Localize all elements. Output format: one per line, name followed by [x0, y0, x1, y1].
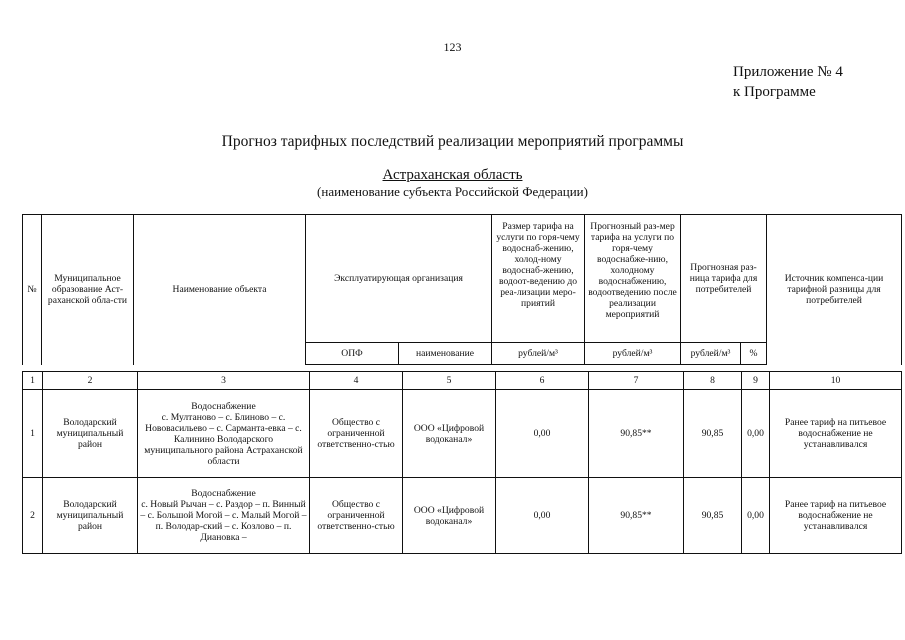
row-object	[138, 390, 310, 478]
column-number: 8	[684, 372, 742, 390]
row-tariff-before: 0,00	[496, 478, 589, 554]
region-name	[0, 167, 905, 184]
column-number: 5	[403, 372, 496, 390]
row-object	[138, 478, 310, 554]
row-municipality: Володарский муниципальный район	[43, 390, 138, 478]
page-number: 123	[443, 40, 462, 54]
column-number: 9	[742, 372, 770, 390]
row-source: Ранее тариф на питьевое водоснабжение не устанавливался	[770, 390, 902, 478]
header-operator-opf: ОПФ	[306, 343, 399, 365]
row-opf: Общество с ограниченной ответственно-стью	[310, 478, 403, 554]
column-number: 1	[23, 372, 43, 390]
row-num: 2	[23, 478, 43, 554]
column-number-row	[23, 372, 902, 390]
object-description: с. Мултаново – с. Блиново – с. Нововасильево – с. Сарманта-евка – с. Калинино Володарского муниципального района Астраханской области	[144, 411, 303, 467]
row-num: 1	[23, 390, 43, 478]
header-forecast-consumer: Прогнозная раз-ница тарифа для потребителей	[681, 215, 767, 343]
header-tariff-size: Размер тарифа на услуги по горя-чему водоснаб-жению, холод-ному водоснаб-жению, водоот-ведению до реа-лизации меро-приятий	[492, 215, 585, 343]
row-tariff-after: 90,85**	[589, 478, 684, 554]
header-source: Источник компенса-ции тарифной разницы для потребителей	[767, 215, 902, 365]
header-consumer-rub: рублей/м³	[681, 343, 741, 365]
header-operator: Эксплуатирующая организация	[306, 215, 492, 343]
table-row	[23, 390, 902, 478]
row-tariff-after: 90,85**	[589, 390, 684, 478]
row-org-name: ООО «Цифровой водоканал»	[403, 390, 496, 478]
object-description: с. Новый Рычан – с. Раздор – п. Винный – с. Большой Могой – с. Малый Могой – п. Володар-ский – с. Козлово – п. Диановка –	[140, 499, 307, 543]
data-table	[22, 371, 902, 554]
header-tariff-size-unit: рублей/м³	[492, 343, 585, 365]
region-name-text: Астраханская область	[382, 167, 523, 183]
row-opf: Общество с ограниченной ответственно-стью	[310, 390, 403, 478]
document-title: Прогноз тарифных последствий реализации мероприятий программы	[221, 133, 684, 150]
column-number: 4	[310, 372, 403, 390]
header-consumer-pct: %	[741, 343, 767, 365]
column-number: 2	[43, 372, 138, 390]
row-diff-rub: 90,85	[684, 390, 742, 478]
header-object: Наименование объекта	[134, 215, 306, 365]
object-type: Водоснабжение	[191, 488, 256, 499]
header-operator-name: наименование	[399, 343, 492, 365]
header-forecast-size-unit: рублей/м³	[585, 343, 681, 365]
region-caption: (наименование субъекта Российской Федерации)	[317, 184, 588, 199]
column-number: 3	[138, 372, 310, 390]
row-diff-pct: 0,00	[742, 478, 770, 554]
appendix-line-2: к Программе	[733, 84, 816, 100]
column-number: 7	[589, 372, 684, 390]
table-header	[22, 214, 902, 365]
row-diff-pct: 0,00	[742, 390, 770, 478]
row-diff-rub: 90,85	[684, 478, 742, 554]
appendix-reference	[733, 62, 843, 102]
column-number: 6	[496, 372, 589, 390]
row-source: Ранее тариф на питьевое водоснабжение не устанавливался	[770, 478, 902, 554]
table-row	[23, 478, 902, 554]
object-type: Водоснабжение	[191, 400, 256, 412]
header-municipality: Муниципальное образование Аст-раханской обла-сти	[42, 215, 134, 365]
column-number: 10	[770, 372, 902, 390]
header-forecast-size: Прогнозный раз-мер тарифа на услуги по горя-чему водоснабже-нию, холодному водоснабжению, водоотведению после реализации мероприятий	[585, 215, 681, 343]
row-tariff-before: 0,00	[496, 390, 589, 478]
header-num: №	[23, 215, 42, 365]
appendix-line-1: Приложение № 4	[733, 64, 843, 80]
row-org-name: ООО «Цифровой водоканал»	[403, 478, 496, 554]
row-municipality: Володарский муниципальный район	[43, 478, 138, 554]
